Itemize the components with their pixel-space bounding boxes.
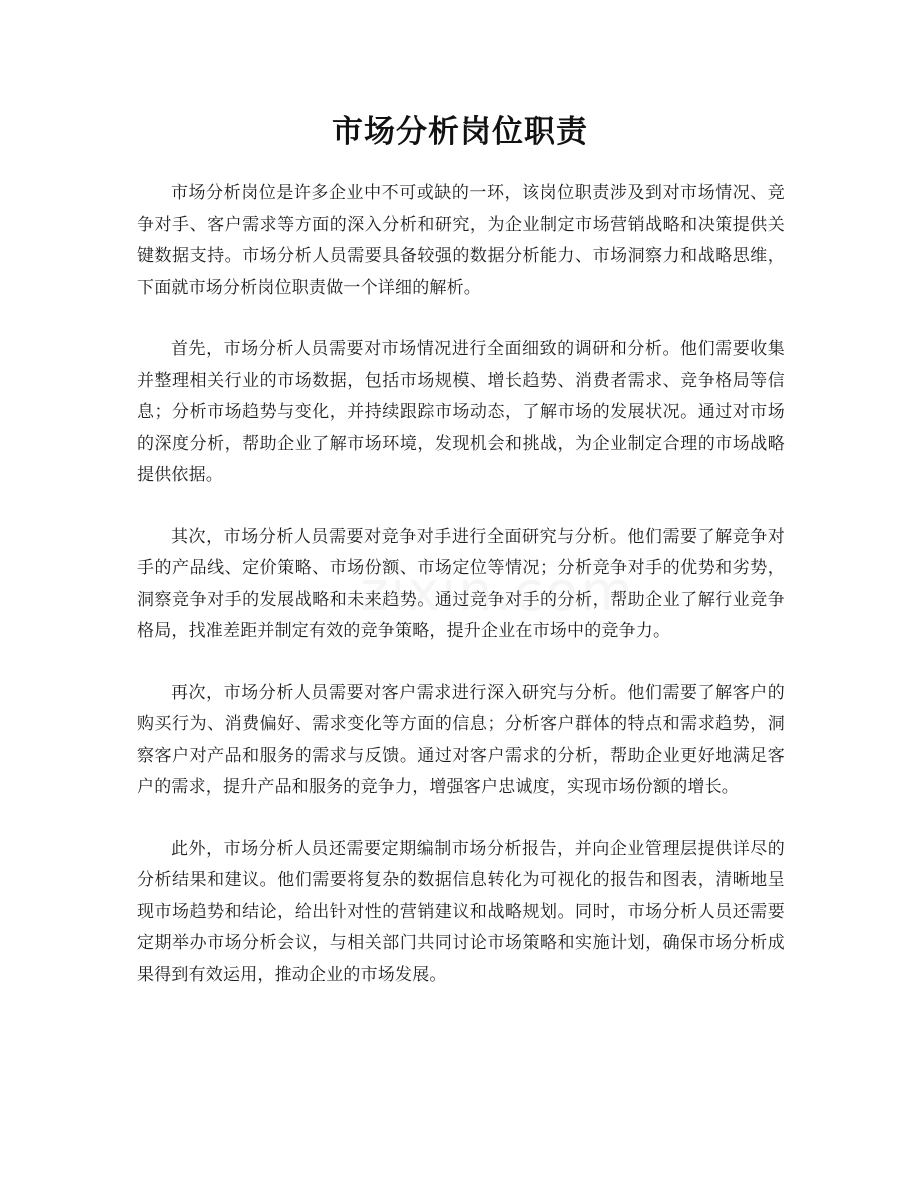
paragraph-reporting: 此外，市场分析人员还需要定期编制市场分析报告，并向企业管理层提供详尽的分析结果和建议。他们需要将复杂的数据信息转化为可视化的报告和图表，清晰地呈现市场趋势和结论，给出针对性的营销建议和战略规划。同时，市场分析人员还需要定期举办市场分析会议，与相关部门共同讨论市场策略和实施计划，确保市场分析成果得到有效运用，推动企业的市场发展。: [137, 838, 785, 985]
paragraph-market-research: 首先，市场分析人员需要对市场情况进行全面细致的调研和分析。他们需要收集并整理相关行业的市场数据，包括市场规模、增长趋势、消费者需求、竞争格局等信息；分析市场趋势与变化，并持续跟踪市场动态，了解市场的发展状况。通过对市场的深度分析，帮助企业了解市场环境，发现机会和挑战，为企业制定合理的市场战略提供依据。: [137, 339, 785, 485]
paragraph-intro: 市场分析岗位是许多企业中不可或缺的一环，该岗位职责涉及到对市场情况、竞争对手、客户需求等方面的深入分析和研究，为企业制定市场营销战略和决策提供关键数据支持。市场分析人员需要具备较强的数据分析能力、市场洞察力和战略思维，下面就市场分析岗位职责做一个详细的解析。: [137, 183, 785, 298]
document-body: [137, 178, 785, 1021]
document-title: 市场分析岗位职责: [332, 114, 588, 150]
paragraph-customer-needs: 再次，市场分析人员需要对客户需求进行深入研究与分析。他们需要了解客户的购买行为、消费偏好、需求变化等方面的信息；分析客户群体的特点和需求趋势，洞察客户对产品和服务的需求与反馈。通过对客户需求的分析，帮助企业更好地满足客户的需求，提升产品和服务的竞争力，增强客户忠诚度，实现市场份额的增长。: [137, 682, 785, 797]
paragraph-competitor-analysis: 其次，市场分析人员需要对竞争对手进行全面研究与分析。他们需要了解竞争对手的产品线、定价策略、市场份额、市场定位等情况；分析竞争对手的优势和劣势，洞察竞争对手的发展战略和未来趋势。通过竞争对手的分析，帮助企业了解行业竞争格局，找准差距并制定有效的竞争策略，提升企业在市场中的竞争力。: [137, 526, 785, 641]
